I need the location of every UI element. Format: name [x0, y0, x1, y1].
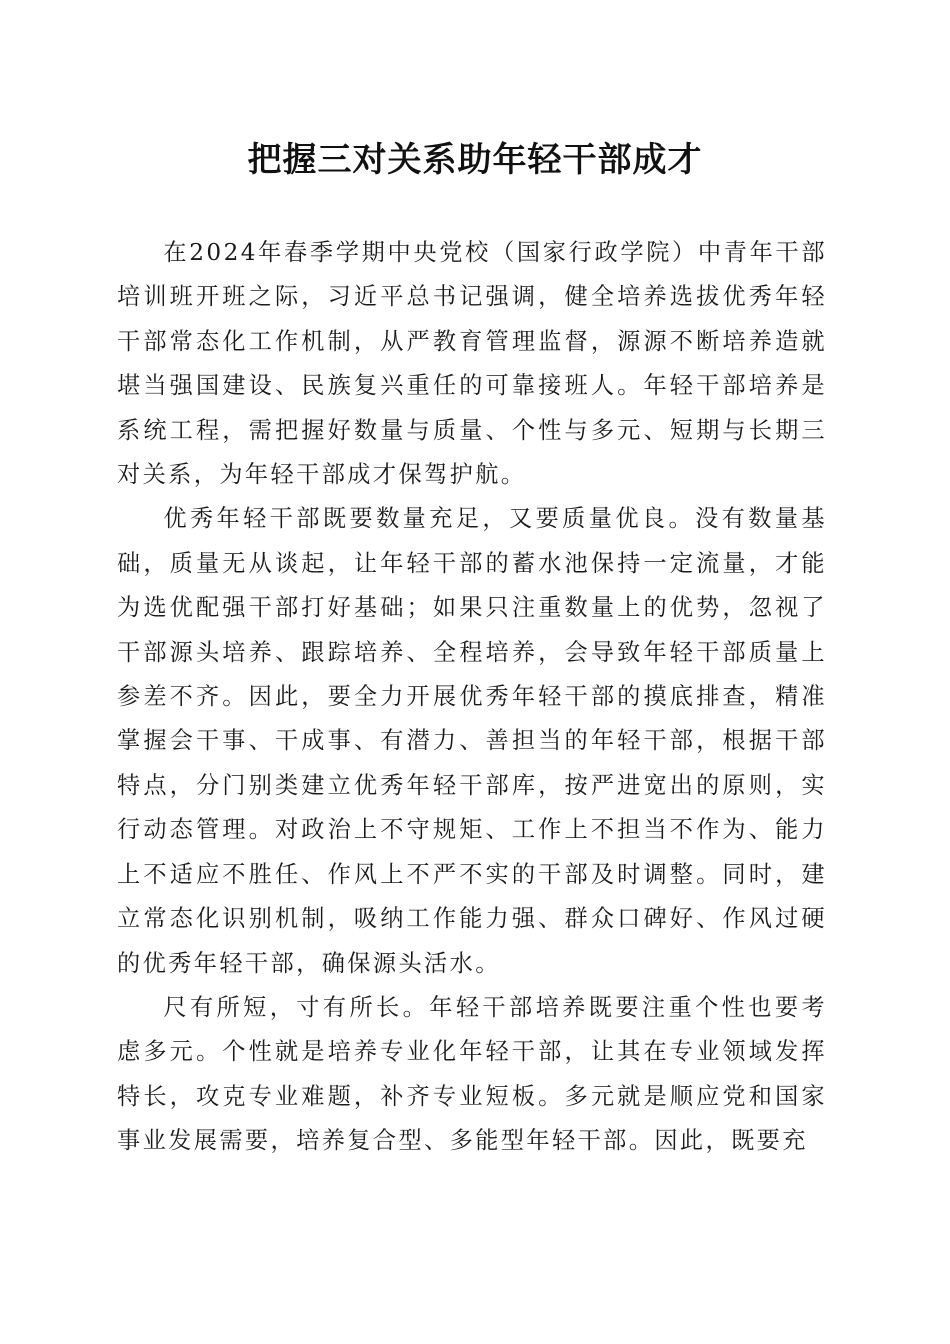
- document-title: 把握三对关系助年轻干部成才: [247, 140, 703, 180]
- paragraph-3: 尺有所短，寸有所长。年轻干部培养既要注重个性也要考虑多元。个性就是培养专业化年轻干部，让其在专业领域发挥特长，攻克专业难题，补齐专业短板。多元就是顺应党和国家事业发展需要，培养复合型、多能型年轻干部。因此，既要充: [117, 993, 827, 1155]
- paragraph-2: 优秀年轻干部既要数量充足，又要质量优良。没有数量基础，质量无从谈起，让年轻干部的蓄水池保持一定流量，才能为选优配强干部打好基础；如果只注重数量上的优势，忽视了干部源头培养、跟踪培养、全程培养，会导致年轻干部质量上参差不齐。因此，要全力开展优秀年轻干部的摸底排查，精准掌握会干事、干成事、有潜力、善担当的年轻干部，根据干部特点，分门别类建立优秀年轻干部库，按严进宽出的原则，实行动态管理。对政治上不守规矩、工作上不担当不作为、能力上不适应不胜任、作风上不严不实的干部及时调整。同时，建立常态化识别机制，吸纳工作能力强、群众口碑好、作风过硬的优秀年轻干部，确保源头活水。: [117, 505, 827, 977]
- document-body: [117, 231, 827, 1164]
- paragraph-1: 在2024年春季学期中央党校（国家行政学院）中青年干部培训班开班之际，习近平总书记强调，健全培养选拔优秀年轻干部常态化工作机制，从严教育管理监督，源源不断培养造就堪当强国建设、民族复兴重任的可靠接班人。年轻干部培养是系统工程，需把握好数量与质量、个性与多元、短期与长期三对关系，为年轻干部成才保驾护航。: [117, 239, 827, 489]
